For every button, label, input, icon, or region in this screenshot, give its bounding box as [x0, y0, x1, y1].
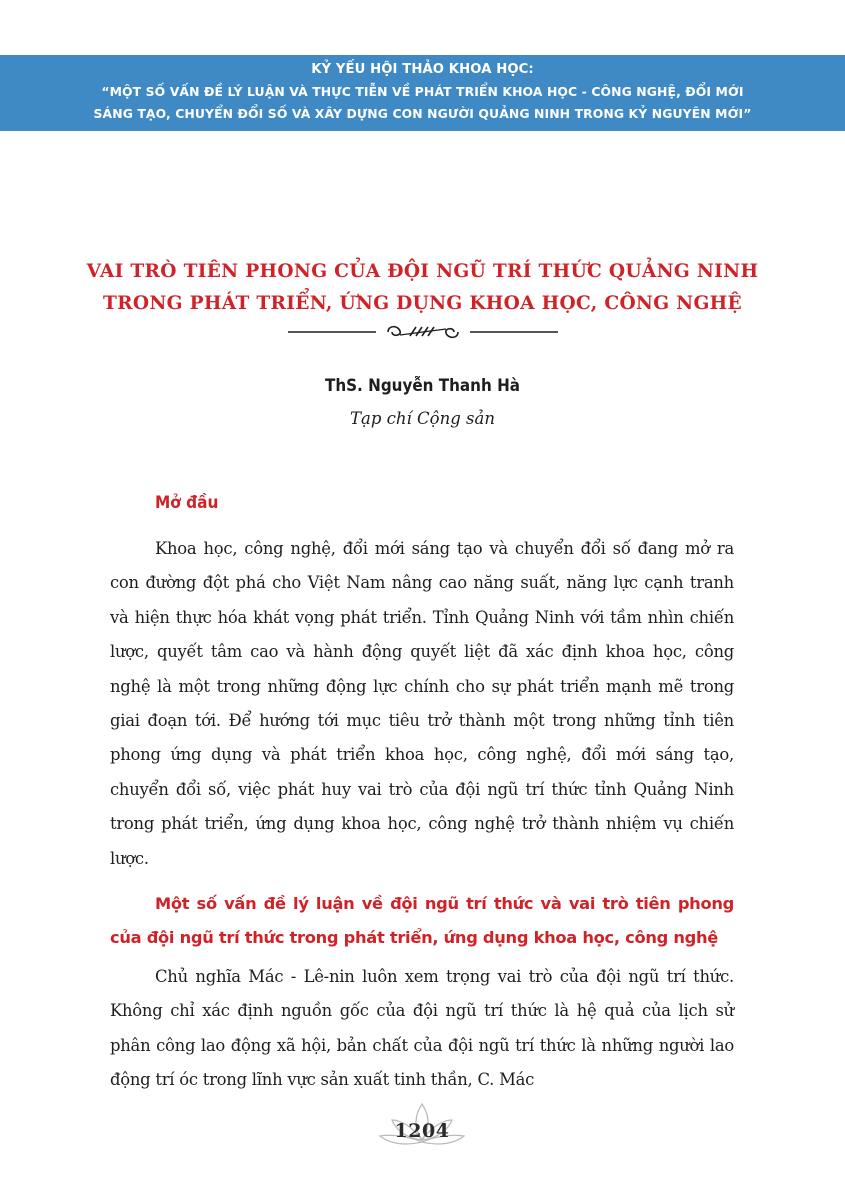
theory-heading-line-1: Một số vấn đề lý luận về đội ngũ trí thức và vai trò tiên phong: [155, 894, 734, 913]
page-footer: [372, 1100, 472, 1160]
author-affiliation: Tạp chí Cộng sản: [350, 409, 495, 428]
header-line-1: KỶ YẾU HỘI THẢO KHOA HỌC:: [311, 62, 534, 77]
intro-paragraph: Khoa học, công nghệ, đổi mới sáng tạo và chuyển đổi số đang mở ra con đường đột phá cho Việt Nam nâng cao năng suất, năng lực cạnh tranh và hiện thực hóa khát vọng phát triển. Tỉnh Quảng Ninh với tầm nhìn chiến lược, quyết tâm cao và hành động quyết liệt đã xác định khoa học, công nghệ là một trong những động lực chính cho sự phát triển mạnh mẽ trong giai đoạn tới. Để hướng tới mục tiêu trở thành một trong những tỉnh tiên phong ứng dụng và phát triển khoa học, công nghệ, đổi mới sáng tạo, chuyển đổi số, việc phát huy vai trò của đội ngũ trí thức tỉnh Quảng Ninh trong phát triển, ứng dụng khoa học, công nghệ trở thành nhiệm vụ chiến lược.: [110, 539, 734, 868]
title-line-1: VAI TRÒ TIÊN PHONG CỦA ĐỘI NGŨ TRÍ THỨC QUẢNG NINH: [86, 261, 759, 282]
theory-paragraph: Chủ nghĩa Mác - Lê-nin luôn xem trọng vai trò của đội ngũ trí thức. Không chỉ xác định nguồn gốc của đội ngũ trí thức là hệ quả của lịch sử phân công lao động xã hội, bản chất của đội ngũ trí thức là những người lao động trí óc trong lĩnh vực sản xuất tinh thần, C. Mác: [110, 967, 734, 1090]
section-heading-theory: [110, 887, 734, 954]
title-line-2: TRONG PHÁT TRIỂN, ỨNG DỤNG KHOA HỌC, CÔNG NGHỆ: [102, 293, 743, 314]
article-title: [60, 256, 785, 320]
intro-paragraph-block: [110, 532, 734, 876]
header-line-2: “MỘT SỐ VẤN ĐỀ LÝ LUẬN VÀ THỰC TIỄN VỀ PHÁT TRIỂN KHOA HỌC - CÔNG NGHỆ, ĐỔI MỚI: [101, 84, 744, 99]
theory-heading-line-2: của đội ngũ trí thức trong phát triển, ứng dụng khoa học, công nghệ: [110, 927, 719, 947]
header-line-3: SÁNG TẠO, CHUYỂN ĐỔI SỐ VÀ XÂY DỰNG CON NGƯỜI QUẢNG NINH TRONG KỶ NGUYÊN MỚI”: [93, 106, 752, 121]
conference-header-band: [0, 55, 845, 131]
author-name: ThS. Nguyễn Thanh Hà: [324, 376, 521, 395]
section-heading-intro: Mở đầu: [155, 493, 219, 512]
page-number: 1204: [394, 1120, 450, 1142]
title-divider-ornament: [288, 322, 558, 342]
theory-paragraph-block: [110, 960, 734, 1098]
